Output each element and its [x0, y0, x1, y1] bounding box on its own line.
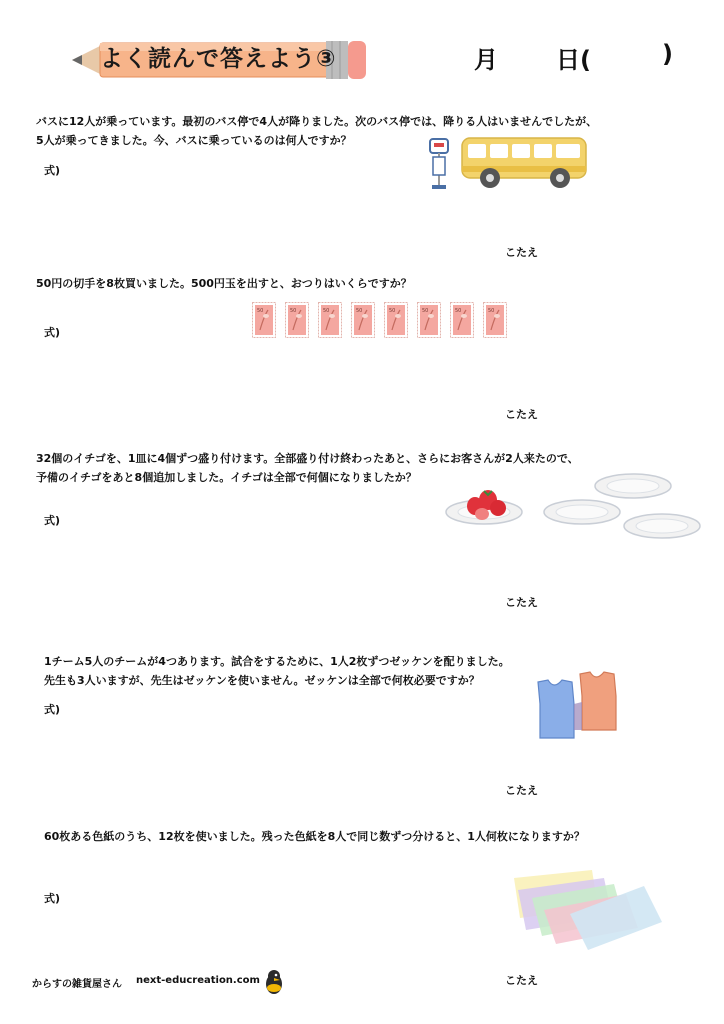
- stamp-row: [252, 302, 512, 340]
- svg-text:50: 50: [488, 308, 495, 314]
- kotae-label: こたえ: [505, 784, 538, 797]
- question-line: 32個のイチゴを、1皿に4個ずつ盛り付けます。全部盛り付け終わったあと、さらにお客さんが2人来たので、: [36, 452, 579, 465]
- svg-text:50: 50: [455, 308, 462, 314]
- svg-text:50: 50: [257, 308, 264, 314]
- bus-stop-icon: [428, 137, 450, 193]
- svg-text:50: 50: [290, 308, 297, 314]
- question-2-text: [36, 274, 412, 293]
- kotae-label: こたえ: [505, 974, 538, 987]
- shiki-label: 式): [44, 703, 61, 716]
- question-line: 1チーム5人のチームが4つあります。試合をするために、1人2枚ずつゼッケンを配りました。: [44, 655, 510, 668]
- question-line: 先生も3人いますが、先生はゼッケンを使いません。ゼッケンは全部で何枚必要ですか？: [44, 674, 480, 687]
- svg-text:50: 50: [356, 308, 363, 314]
- crow-logo-icon: [264, 968, 284, 996]
- svg-text:50: 50: [389, 308, 396, 314]
- shiki-label: 式): [44, 514, 61, 527]
- page-title: よく読んで答えよう③: [100, 46, 337, 72]
- question-4-text: [44, 652, 510, 690]
- bus-icon: [460, 134, 590, 190]
- day-label: 日(: [556, 46, 591, 74]
- stamp-icon: [318, 302, 342, 338]
- svg-text:50: 50: [422, 308, 429, 314]
- stamp-icon: [351, 302, 375, 338]
- month-label: 月: [474, 46, 498, 74]
- question-line: 60枚ある色紙のうち、12枚を使いました。残った色紙を8人で同じ数ずつ分けると、1人何枚になりますか？: [44, 830, 585, 843]
- kotae-label: こたえ: [505, 596, 538, 609]
- question-line: 50円の切手を8枚買いました。500円玉を出すと、おつりはいくらですか？: [36, 277, 412, 290]
- stamp-icon: [483, 302, 507, 338]
- kotae-label: こたえ: [505, 246, 538, 259]
- stamp-icon: [450, 302, 474, 338]
- question-line: バスに12人が乗っています。最初のバス停で4人が降りました。次のバス停では、降りる人はいませんでしたが、: [36, 115, 598, 128]
- close-paren: ): [662, 40, 673, 68]
- strawberry-plates-icon: [442, 470, 708, 544]
- question-line: 予備のイチゴをあと8個追加しました。イチゴは全部で何個になりましたか？: [36, 471, 417, 484]
- colored-paper-icon: [508, 868, 668, 952]
- stamp-icon: [285, 302, 309, 338]
- footer-brand: からすの雑貨屋さん: [32, 979, 122, 990]
- shiki-label: 式): [44, 326, 61, 339]
- shiki-label: 式): [44, 892, 61, 905]
- shiki-label: 式): [44, 164, 61, 177]
- question-line: 5人が乗ってきました。今、バスに乗っているのは何人ですか？: [36, 134, 352, 147]
- svg-text:50: 50: [323, 308, 330, 314]
- stamp-icon: [252, 302, 276, 338]
- kotae-label: こたえ: [505, 408, 538, 421]
- stamp-icon: [417, 302, 441, 338]
- question-5-text: [44, 827, 585, 846]
- stamp-icon: [384, 302, 408, 338]
- footer-site[interactable]: next-educreation.com: [136, 975, 260, 986]
- bib-vests-icon: [530, 668, 622, 742]
